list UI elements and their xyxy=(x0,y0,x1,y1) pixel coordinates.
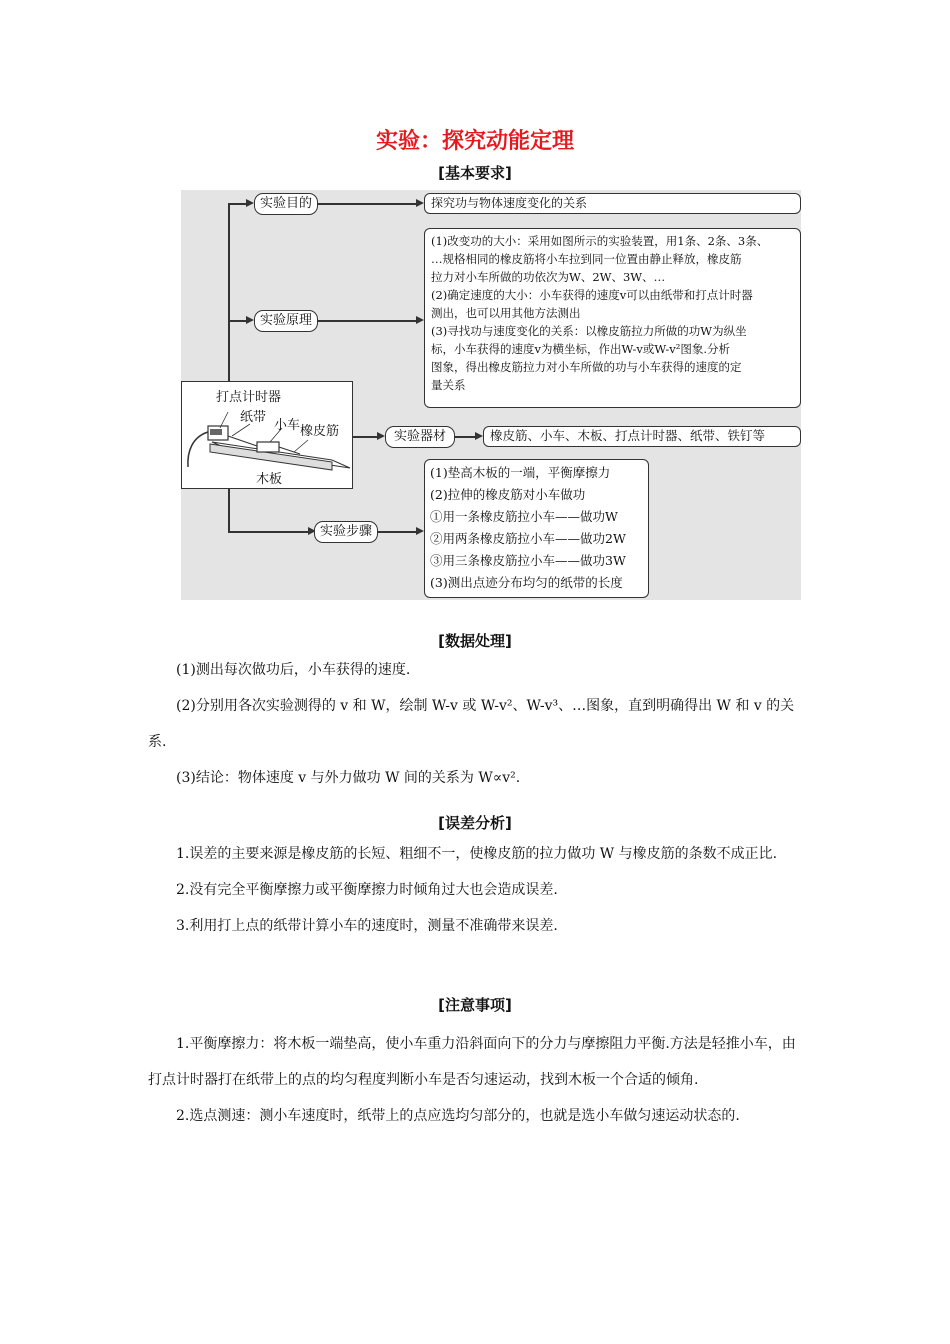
rubber-label: 橡皮筋 xyxy=(300,424,340,439)
error-item: 1.误差的主要来源是橡皮筋的长短、粗细不一，使橡皮筋的拉力做功 W 与橡皮筋的条数不成正比. xyxy=(176,846,778,862)
arrow-icon xyxy=(377,432,385,440)
equipment-text: 橡皮筋、小车、木板、打点计时器、纸带、铁钉等 xyxy=(483,426,801,447)
connector xyxy=(318,203,418,205)
section-basic-requirements: [基本要求] xyxy=(438,164,512,182)
step-item: ①用一条橡皮筋拉小车——做功W xyxy=(430,509,618,524)
tape-label: 纸带 xyxy=(240,410,267,425)
section-data-processing: [数据处理] xyxy=(438,632,512,650)
connector xyxy=(378,531,418,533)
goal-text: 探究功与物体速度变化的关系 xyxy=(424,193,801,214)
arrow-icon xyxy=(246,316,254,324)
notes-body xyxy=(148,1026,808,1134)
principle-line: (1)改变功的大小：采用如图所示的实验装置，用1条、2条、3条、 xyxy=(431,234,769,248)
step-item: (1)垫高木板的一端，平衡摩擦力 xyxy=(430,465,611,480)
principle-line: 测出，也可以用其他方法测出 xyxy=(431,306,581,320)
principle-box xyxy=(424,228,801,408)
steps-label: 实验步骤 xyxy=(314,521,378,543)
principle-line: …规格相同的橡皮筋将小车拉到同一位置由静止释放，橡皮筋 xyxy=(431,252,742,266)
arrow-icon xyxy=(475,432,483,440)
principle-line: 图象，得出橡皮筋拉力对小车所做的功与小车获得的速度的定 xyxy=(431,360,742,374)
arrow-icon xyxy=(246,199,254,207)
data-processing-body xyxy=(148,652,808,796)
connector xyxy=(318,320,418,322)
note-item: 1.平衡摩擦力：将木板一端垫高，使小车重力沿斜面向下的分力与摩擦阻力平衡.方法是轻推小车，由打点计时器打在纸带上的点的均匀程度判断小车是否匀速运动，找到木板一个合适的倾角. xyxy=(148,1036,796,1088)
principle-line: 拉力对小车所做的功依次为W、2W、3W、… xyxy=(431,270,666,284)
data-item: (3)结论：物体速度 v 与外力做功 W 间的关系为 W∝v². xyxy=(176,770,521,786)
error-item: 2.没有完全平衡摩擦力或平衡摩擦力时倾角过大也会造成误差. xyxy=(176,882,558,898)
connector xyxy=(228,531,310,533)
timer-label: 打点计时器 xyxy=(216,390,282,405)
connector xyxy=(455,436,477,438)
arrow-icon xyxy=(416,527,424,535)
principle-line: (3)寻找功与速度变化的关系：以橡皮筋拉力所做的功W为纵坐 xyxy=(431,324,747,338)
principle-line: 标，小车获得的速度v为横坐标，作出W-v或W-v²图象.分析 xyxy=(431,342,730,356)
section-notes: [注意事项] xyxy=(438,996,512,1014)
board-label: 木板 xyxy=(256,472,283,487)
cart-label: 小车 xyxy=(274,418,301,433)
step-item: ②用两条橡皮筋拉小车——做功2W xyxy=(430,531,626,546)
error-item: 3.利用打上点的纸带计算小车的速度时，测量不准确带来误差. xyxy=(176,918,558,934)
section-error-analysis: [误差分析] xyxy=(438,814,512,832)
principle-line: (2)确定速度的大小：小车获得的速度v可以由纸带和打点计时器 xyxy=(431,288,753,302)
data-item: (2)分别用各次实验测得的 v 和 W，绘制 W-v 或 W-v²、W-v³、…图象，直到明确得出 W 和 v 的关系. xyxy=(148,698,795,750)
error-analysis-body xyxy=(148,836,808,944)
goal-label: 实验目的 xyxy=(254,193,318,215)
arrow-icon xyxy=(416,199,424,207)
page-title: 实验：探究动能定理 xyxy=(375,129,574,154)
step-item: (3)测出点迹分布均匀的纸带的长度 xyxy=(430,575,623,590)
connector xyxy=(353,436,379,438)
step-item: ③用三条橡皮筋拉小车——做功3W xyxy=(430,553,626,568)
data-item: (1)测出每次做功后，小车获得的速度. xyxy=(176,662,411,678)
steps-box xyxy=(424,459,649,598)
principle-line: 量关系 xyxy=(431,378,466,392)
connector xyxy=(228,320,248,322)
apparatus-illustration xyxy=(181,381,353,489)
step-item: (2)拉伸的橡皮筋对小车做功 xyxy=(430,487,586,502)
equipment-label: 实验器材 xyxy=(385,426,455,448)
principle-label: 实验原理 xyxy=(254,310,318,332)
connector xyxy=(228,203,248,205)
note-item: 2.选点测速：测小车速度时，纸带上的点应选均匀部分的，也就是选小车做匀速运动状态的. xyxy=(176,1108,740,1124)
arrow-icon xyxy=(416,316,424,324)
